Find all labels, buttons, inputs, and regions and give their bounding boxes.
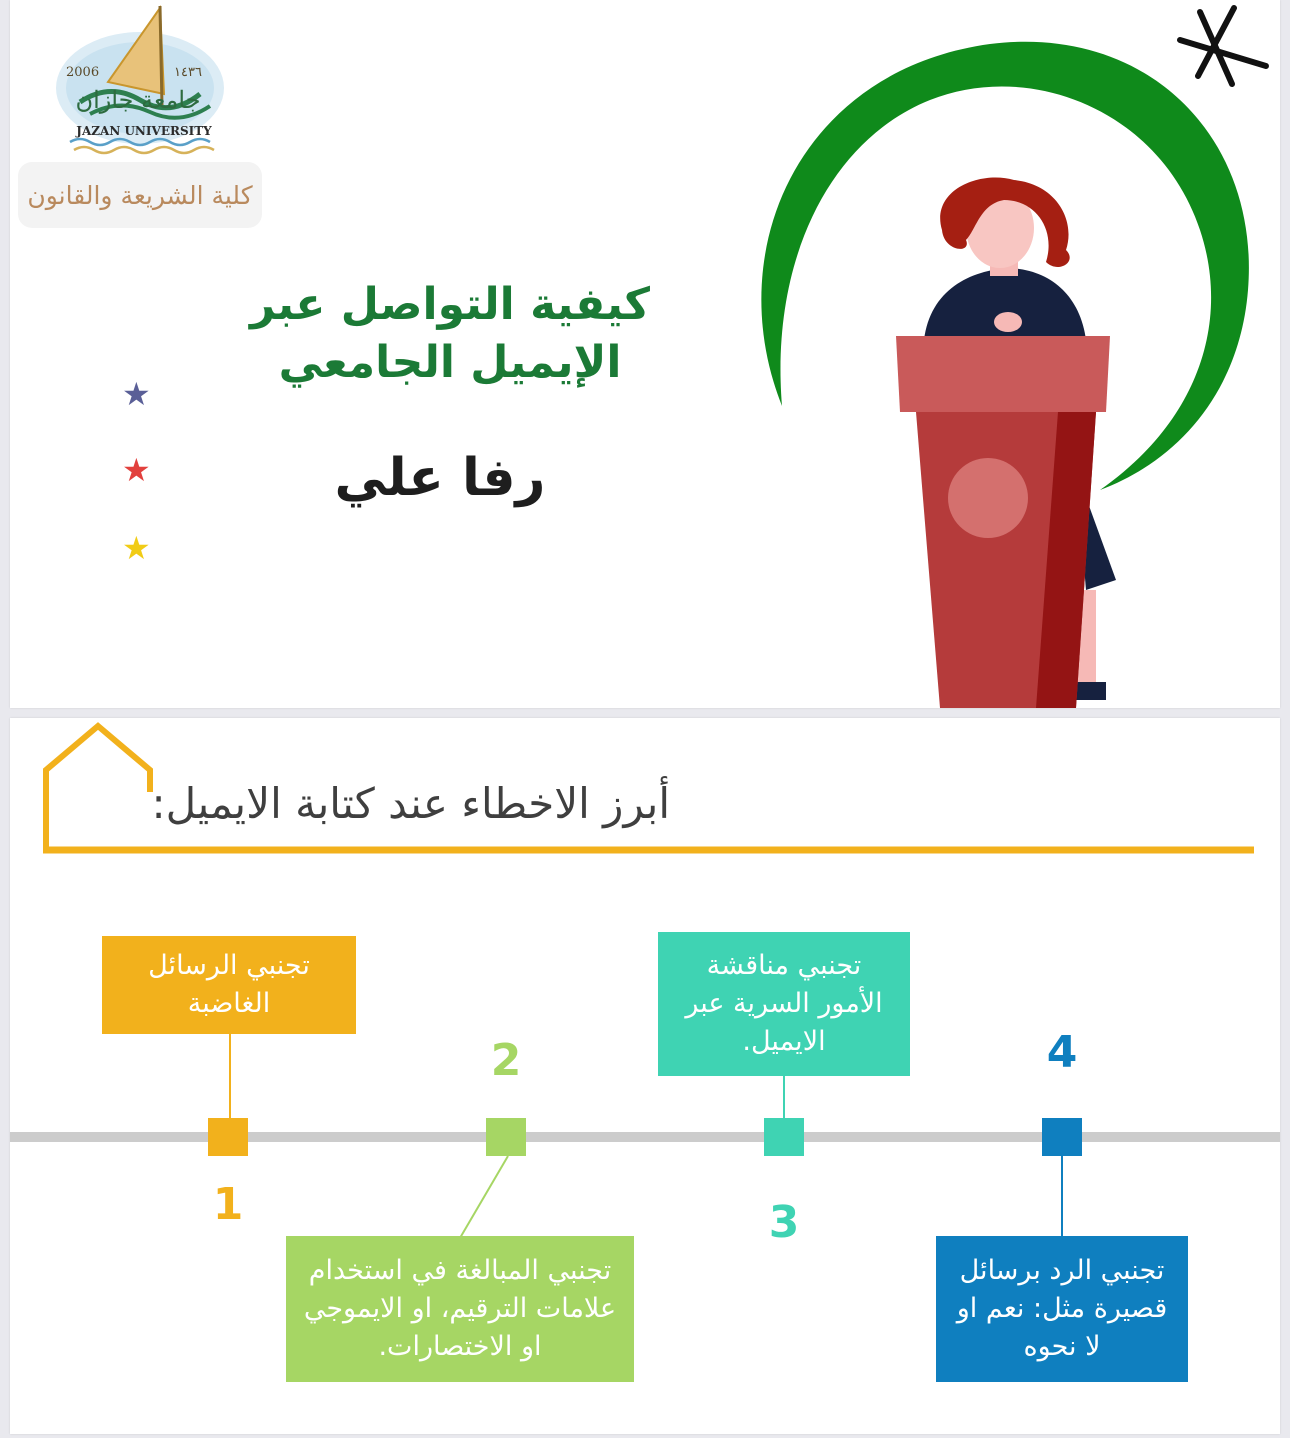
logo-year-left: 2006 [66,65,100,80]
step-number-1: 1 [212,1179,244,1230]
mistake-card-3: تجنبي مناقشة الأمور السرية عبر الايميل. [658,932,910,1076]
timeline-line [10,1132,1280,1142]
step-number-2: 2 [490,1035,522,1086]
timeline-marker-3 [764,1118,804,1156]
star-icon-yellow: ★ [122,529,151,567]
jazan-university-logo [50,2,240,160]
college-label: كلية الشريعة والقانون [18,162,262,228]
step-number-4: 4 [1046,1027,1078,1078]
title-slide [10,0,1280,708]
connector-line-3 [783,1076,785,1118]
timeline-marker-2 [486,1118,526,1156]
timeline-marker-1 [208,1118,248,1156]
step-number-3: 3 [768,1197,800,1248]
connector-line-1 [229,1034,231,1118]
connector-line-2 [450,1156,530,1240]
logo-english-name: JAZAN UNIVERSITY [76,124,212,138]
mistake-card-2: تجنبي المبالغة في استخدام علامات الترقيم، او الايموجي او الاختصارات. [286,1236,634,1382]
presentation-title: كيفية التواصل عبر الإيميل الجامعي [250,279,650,388]
author-name: رفا علي [334,448,546,508]
timeline-marker-4 [1042,1118,1082,1156]
logo-year-right: ١٤٣٦ [174,65,202,80]
connector-line-4 [1061,1156,1063,1236]
mistakes-slide [10,718,1280,1434]
speaker-at-podium-illustration [880,170,1140,708]
mistake-card-1: تجنبي الرسائل الغاضبة [102,936,356,1034]
logo-arabic-name: جامعة جازان [75,86,201,114]
mistake-card-4: تجنبي الرد برسائل قصيرة مثل: نعم او لا نحوه [936,1236,1188,1382]
star-icon-red: ★ [122,451,151,489]
slide-heading: أبرز الاخطاء عند كتابة الايميل: [151,779,670,828]
logo-emblem [50,2,240,160]
star-icon-blue: ★ [122,375,151,413]
